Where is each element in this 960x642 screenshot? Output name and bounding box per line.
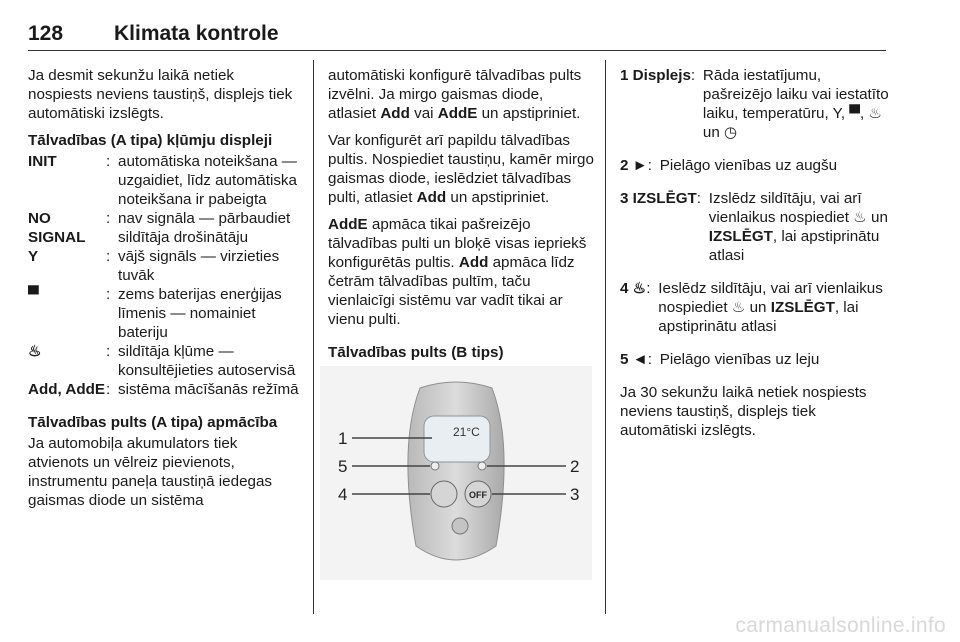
legend-desc: Izslēdz sildītāju, vai arī vienlaikus nospiediet ♨ un IZSLĒGT, lai apstiprinātu atlasi: [708, 190, 888, 264]
battery-icon: ▀: [28, 286, 39, 303]
def-desc: nav signāla — pārbaudiet sildītāja drošinātāju: [118, 210, 291, 246]
legend-desc: Pielāgo vienības uz leju: [659, 351, 820, 368]
def-term: INIT: [28, 153, 57, 170]
remote-figure: [320, 366, 592, 580]
def-desc: sildītāja kļūme — konsultējieties autoservisā: [118, 343, 296, 379]
def-term: NO SIGNAL: [28, 210, 86, 246]
callout-5: 5: [338, 457, 348, 476]
def-desc: vājš signāls — virzieties tuvāk: [118, 248, 280, 284]
column-divider-2: [605, 60, 606, 614]
def-term: Add, AddE: [28, 381, 106, 398]
legend-desc: Ieslēdz sildītāju, vai arī vienlaikus nospiediet ♨ un IZSLĒGT, lai apstiprinātu atlasi: [658, 280, 883, 335]
paragraph: Ja 30 sekunžu laikā netiek nospiests neviens taustiņš, displejs tiek automātiski izslēgts.: [620, 384, 867, 439]
page-number: 128: [28, 22, 64, 45]
column-1: [28, 66, 302, 518]
legend-item: 2 ► : Pielāgo vienības uz augšu: [620, 156, 890, 175]
paragraph: Ja desmit sekunžu laikā netiek nospiests neviens taustiņš, displejs tiek automātiski izslēgts.: [28, 67, 293, 122]
column-divider-1: [313, 60, 314, 614]
legend-item: 5 ◄ : Pielāgo vienības uz leju: [620, 350, 890, 369]
def-desc: zems baterijas enerģijas līmenis — nomainiet bateriju: [118, 286, 282, 341]
section-heading: Tālvadības pults (B tips): [328, 344, 504, 361]
off-label: OFF: [469, 490, 487, 500]
paragraph: Ja automobiļa akumulators tiek atvienots un vēlreiz pievienots, instrumentu paneļa taustiņā iedegas gaismas diode un sistēma: [28, 435, 273, 509]
paragraph: automātiski konfigurē tālvadības pults izvēlni. Ja mirgo gaismas diode, atlasiet Add vai AddE un apstipriniet.: [328, 67, 582, 122]
legend-term: 1 Displejs: [620, 67, 691, 84]
light-button[interactable]: [452, 518, 468, 534]
legend-term: 2 ►: [620, 157, 648, 174]
left-arrow-button[interactable]: [431, 462, 439, 470]
column-2: [328, 66, 594, 364]
display-temp: 21°C: [453, 425, 480, 439]
right-arrow-button[interactable]: [478, 462, 486, 470]
remote-display: [424, 416, 490, 462]
watermark: carmanualsonline.info: [735, 614, 946, 637]
section-heading: Tālvadības pults (A tipa) apmācība: [28, 414, 278, 431]
page-header: [28, 22, 279, 46]
callout-1: 1: [338, 429, 348, 448]
column-3: [620, 66, 890, 448]
signal-icon: Y: [28, 248, 39, 265]
legend-item: 4 ♨ : Ieslēdz sildītāju, vai arī vienlaikus nospiediet ♨ un IZSLĒGT, lai apstiprinātu atlasi: [620, 279, 890, 336]
remote-illustration: [320, 366, 592, 580]
legend-term: 5 ◄: [620, 351, 648, 368]
heater-button[interactable]: [431, 481, 457, 507]
paragraph: Var konfigurēt arī papildu tālvadības pultis. Nospiediet taustiņu, kamēr mirgo gaismas diode, ieslēdziet tālvadības pulti, atlasiet Add un apstipriniet.: [328, 132, 594, 206]
legend-desc: Rāda iestatījumu, pašreizējo laiku vai iestatīto laiku, temperatūru, Y, ▀, ♨ un ◷: [702, 67, 889, 141]
heater-icon: ♨: [28, 343, 42, 360]
paragraph: AddE apmāca tikai pašreizējo tālvadības pulti un bloķē visas iepriekš konfigurētās pultis. Add apmāca līdz četrām tālvadības pultīm, taču vienlaicīgi sistēmu var vadīt tikai ar vienu pulti.: [328, 216, 587, 328]
legend-item: 1 Displejs : Rāda iestatījumu, pašreizējo laiku vai iestatīto laiku, temperatūru, Y, ▀, ♨ un ◷: [620, 67, 889, 141]
legend-term: 4 ♨: [620, 280, 647, 297]
page-title: Klimata kontrole: [114, 22, 279, 45]
definition-list: INIT : automātiska noteikšana — uzgaidiet, līdz automātiska noteikšana ir pabeigta NO SIGNAL : nav signāla — pārbaudiet sildītāja drošinātāju Y : vājš signāls — virzieties tuvāk ▀ : zems baterijas enerģijas līmenis — nomainiet bateriju ♨ : sildītāja kļūme — konsultējieties autoservisā Add, AddE : sistēma mācīšanās režīmā: [28, 152, 302, 399]
header-rule: [28, 50, 886, 51]
section-heading: Tālvadības (A tipa) kļūmju displeji: [28, 132, 273, 149]
legend-desc: Pielāgo vienības uz augšu: [659, 157, 838, 174]
legend-item: 3 IZSLĒGT : Izslēdz sildītāju, vai arī vienlaikus nospiediet ♨ un IZSLĒGT, lai apstiprinātu atlasi: [620, 189, 890, 265]
def-desc: sistēma mācīšanās režīmā: [118, 381, 299, 398]
callout-4: 4: [338, 485, 348, 504]
legend-term: 3 IZSLĒGT: [620, 190, 697, 207]
def-desc: automātiska noteikšana — uzgaidiet, līdz automātiska noteikšana ir pabeigta: [118, 153, 297, 208]
callout-3: 3: [570, 485, 580, 504]
callout-2: 2: [570, 457, 580, 476]
